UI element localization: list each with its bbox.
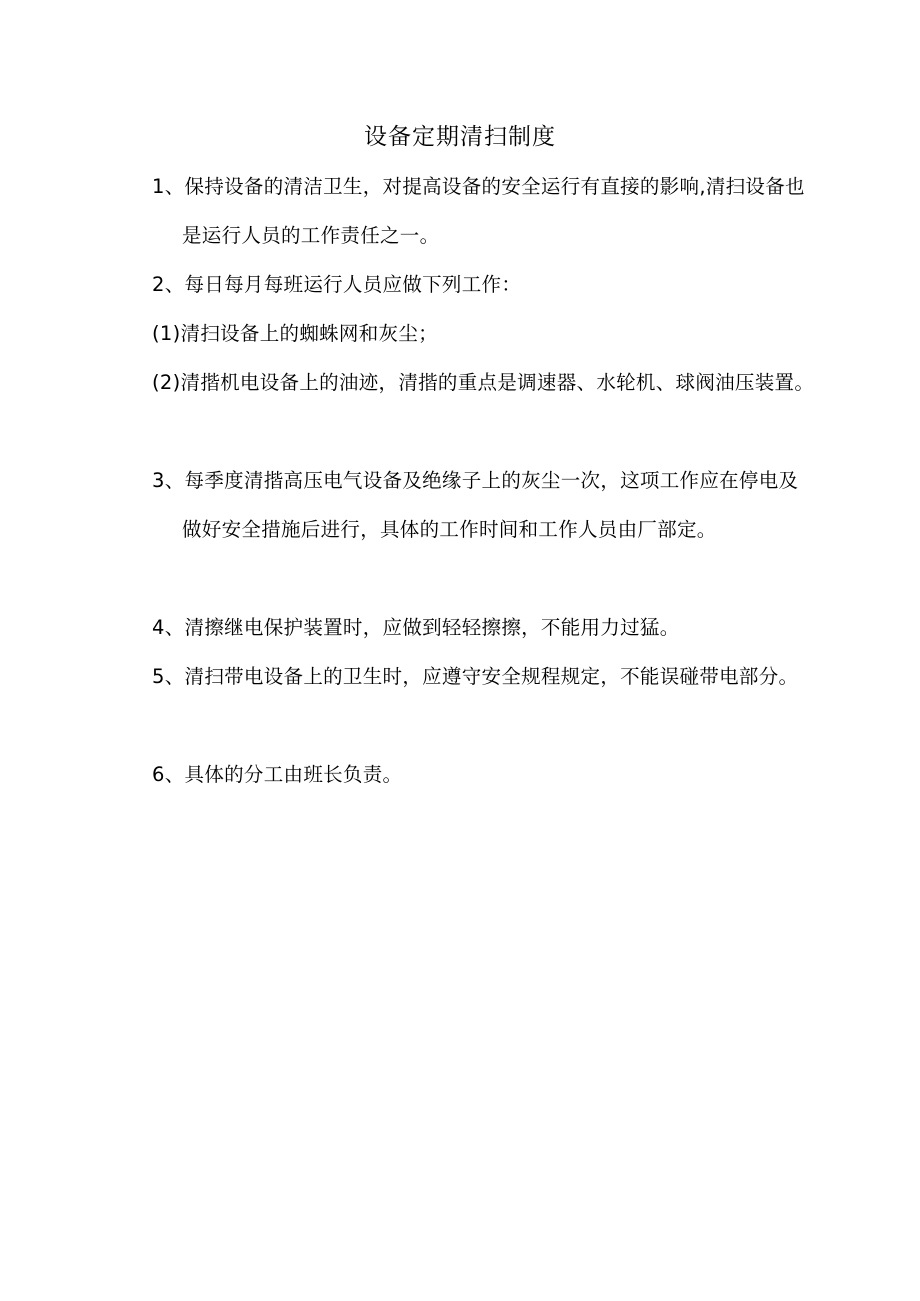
clause-text: 每季度清揩高压电气设备及绝缘子上的灰尘一次，这项工作应在停电及做好安全措施后进行，具体的工作时间和工作人员由厂部定。: [182, 469, 799, 541]
document-title: 设备定期清扫制度: [364, 124, 556, 150]
clause-3: [152, 456, 817, 554]
clause-2: [152, 260, 817, 309]
clause-text: 每日每月每班运行人员应做下列工作：: [184, 273, 522, 296]
clause-text: 保持设备的清洁卫生，对提高设备的安全运行有直接的影响,清扫设备也是运行人员的工作责任之一。: [182, 175, 805, 247]
clause-text: 清扫带电设备上的卫生时，应遵守安全规程规定，不能误碰带电部分。: [184, 665, 799, 688]
clause-4: [152, 603, 817, 652]
clause-number: 5、: [152, 665, 185, 688]
clause-number: 4、: [152, 616, 185, 639]
clause-number: 1、: [152, 175, 185, 198]
clause-number: 6、: [152, 763, 185, 786]
sub-clause-2: [152, 358, 832, 407]
clause-number: (1): [152, 322, 181, 345]
clause-number: (2): [152, 371, 181, 394]
clause-5: [152, 652, 817, 701]
clause-text: 具体的分工由班长负责。: [184, 763, 403, 786]
sub-clause-1: [152, 309, 817, 358]
clause-text: 清揩机电设备上的油迹，清揩的重点是调速器、水轮机、球阀油压装置。: [180, 371, 815, 394]
clause-1: [152, 162, 817, 260]
clause-number: 3、: [152, 469, 185, 492]
clause-6: [152, 750, 817, 799]
clause-number: 2、: [152, 273, 185, 296]
clause-text: 清扫设备上的蜘蛛网和灰尘；: [180, 322, 438, 345]
clause-text: 清擦继电保护装置时，应做到轻轻擦擦，不能用力过猛。: [184, 616, 680, 639]
